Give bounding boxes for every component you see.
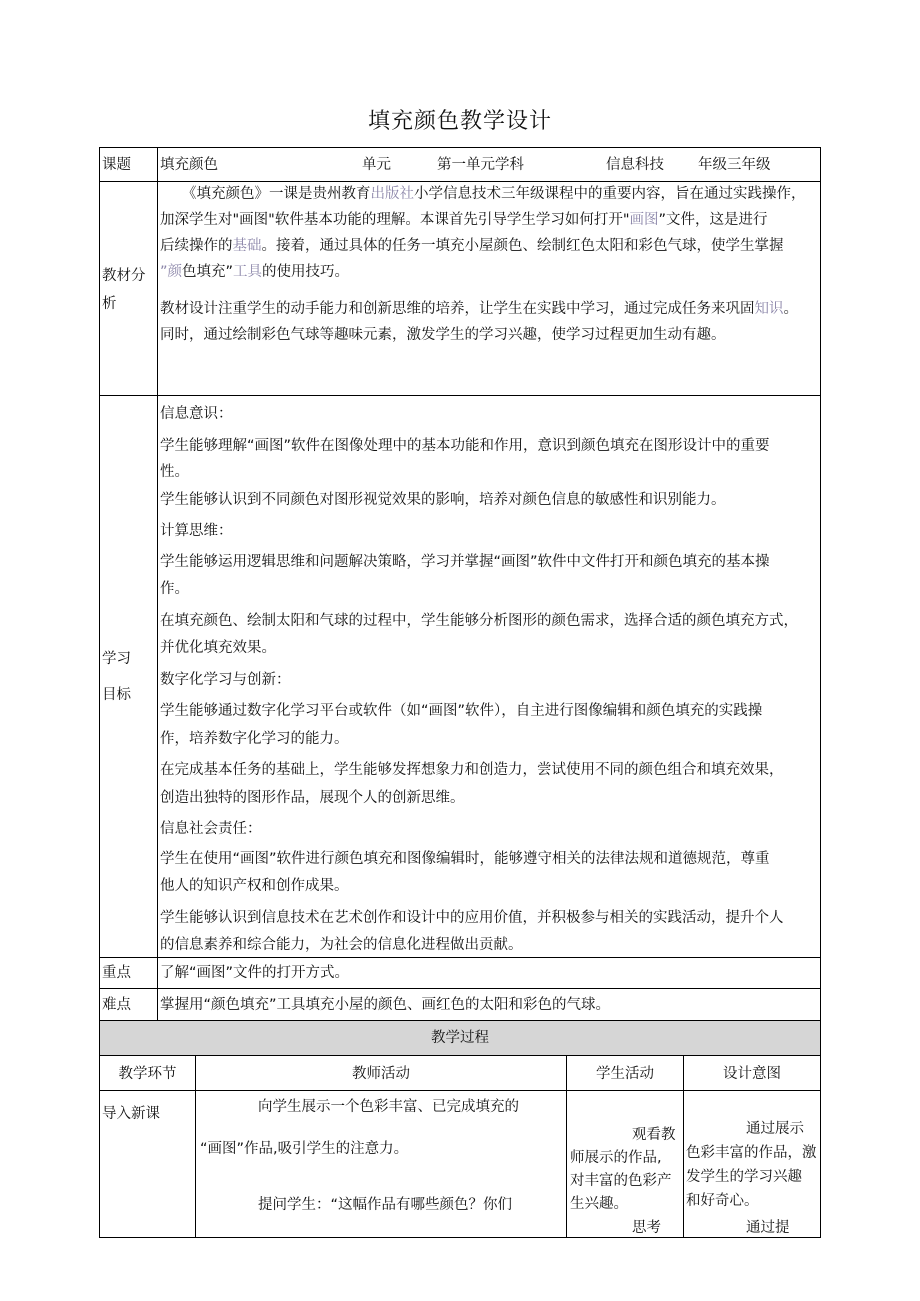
design-intent-line: 通过展示 [746,1121,804,1137]
objective-line: 学生能够认识到信息技术在艺术创作和设计中的应用价值，并积极参与相关的实践活动，提升个人 [160,910,784,926]
design-intent-line: 发学生的学习兴趣 [686,1169,802,1185]
objective-line: 数字化学习与创新： [160,672,291,688]
process-title: 教学过程 [431,1030,489,1046]
analysis-p2-line2: 同时，通过绘制彩色气球等趣味元素，激发学生的学习兴趣，使学习过程更加生动有趣。 [160,327,726,343]
difficulty-label: 难点 [102,997,131,1013]
objective-line: 并优化填充效果。 [160,640,276,656]
column-header-student: 学生活动 [596,1066,654,1082]
unit-label: 单元 [362,157,391,173]
objective-line: 计算思维： [160,523,233,539]
analysis-p1-line1: 《填充颜色》一课是贵州教育出版社小学信息技术三年级课程中的重要内容，旨在通过实践操作， [182,186,806,202]
analysis-label-line1: 教材分 [102,268,146,284]
objective-line: 的信息素养和综合能力，为社会的信息化进程做出贡献。 [160,937,523,953]
student-activity-line: 对丰富的色彩产 [570,1173,672,1189]
column-header-stage: 教学环节 [118,1066,177,1082]
key-point-label: 重点 [102,965,131,981]
objective-line: 作，培养数字化学习的能力。 [160,731,349,747]
student-activity-line: 生兴趣。 [570,1196,628,1212]
student-activity-line: 思考 [632,1220,661,1236]
subject-value: 信息科技 [606,157,664,173]
analysis-p1-line2: 加深学生对"画图"软件基本功能的理解。本课首先引导学生学习如何打开"画图”文件，这是进行 [160,212,768,228]
objectives-label-line1: 学习 [102,651,131,667]
objective-line: 信息社会责任： [160,821,262,837]
analysis-p1-line4: ”颜色填充”工具的使用技巧。 [160,264,350,280]
stage-intro: 导入新课 [102,1106,160,1122]
analysis-p2-line1: 教材设计注重学生的动手能力和创新思维的培养，让学生在实践中学习，通过完成任务来巩固知识。 [160,301,798,317]
page-title: 填充颜色教学设计 [367,109,552,134]
grade-value: 年级三年级 [698,157,771,173]
objective-line: 信息意识： [160,406,233,422]
student-activity-line: 师展示的作品, [570,1150,662,1166]
design-intent-line: 通过提 [746,1220,790,1236]
objective-line: 作。 [160,581,189,597]
objective-line: 学生能够运用逻辑思维和问题解决策略，学习并掌握“画图”软件中文件打开和颜色填充的基本操 [160,554,770,570]
teacher-activity-line: 向学生展示一个色彩丰富、已完成填充的 [258,1099,519,1115]
design-intent-line: 和好奇心。 [686,1193,759,1209]
teacher-activity-line: 提问学生：“这幅作品有哪些颜色？你们 [258,1197,513,1213]
key-point-text: 了解“画图”文件的打开方式。 [160,965,350,981]
teacher-activity-line: “画图”作品,吸引学生的注意力。 [200,1141,409,1157]
objective-line: 创造出独特的图形作品，展现个人的创新思维。 [160,790,465,806]
column-header-intent: 设计意图 [723,1066,781,1082]
student-activity-line: 观看教 [632,1127,676,1143]
objective-line: 学生能够通过数字化学习平台或软件（如“画图”软件），自主进行图像编辑和颜色填充的实践操 [160,703,763,719]
design-intent-line: 色彩丰富的作品，激 [686,1145,817,1161]
difficulty-text: 掌握用“颜色填充”工具填充小屋的颜色、画红色的太阳和彩色的气球。 [160,997,611,1013]
column-header-teacher: 教师活动 [352,1066,410,1082]
objective-line: 学生能够理解“画图”软件在图像处理中的基本功能和作用，意识到颜色填充在图形设计中的重要 [160,438,770,454]
objective-line: 学生能够认识到不同颜色对图形视觉效果的影响，培养对颜色信息的敏感性和识别能力。 [160,492,726,508]
analysis-p1-line3: 后续操作的基础。接着，通过具体的任务一填充小屋颜色、绘制红色太阳和彩色气球，使学生掌握 [160,238,784,254]
objective-line: 他人的知识产权和创作成果。 [160,878,349,894]
topic-value: 填充颜色 [160,157,218,173]
objective-line: 在填充颜色、绘制太阳和气球的过程中，学生能够分析图形的颜色需求，选择合适的颜色填充方式， [160,613,798,629]
objective-line: 在完成基本任务的基础上，学生能够发挥想象力和创造力，尝试使用不同的颜色组合和填充效果， [160,762,784,778]
analysis-label-line2: 析 [102,296,117,312]
objective-line: 学生在使用“画图”软件进行颜色填充和图像编辑时，能够遵守相关的法律法规和道德规范，尊重 [160,851,770,867]
topic-label: 课题 [102,157,131,173]
unit-value: 第一单元学科 [437,157,524,173]
objective-line: 性。 [160,464,189,480]
objectives-label-line2: 目标 [102,687,131,703]
